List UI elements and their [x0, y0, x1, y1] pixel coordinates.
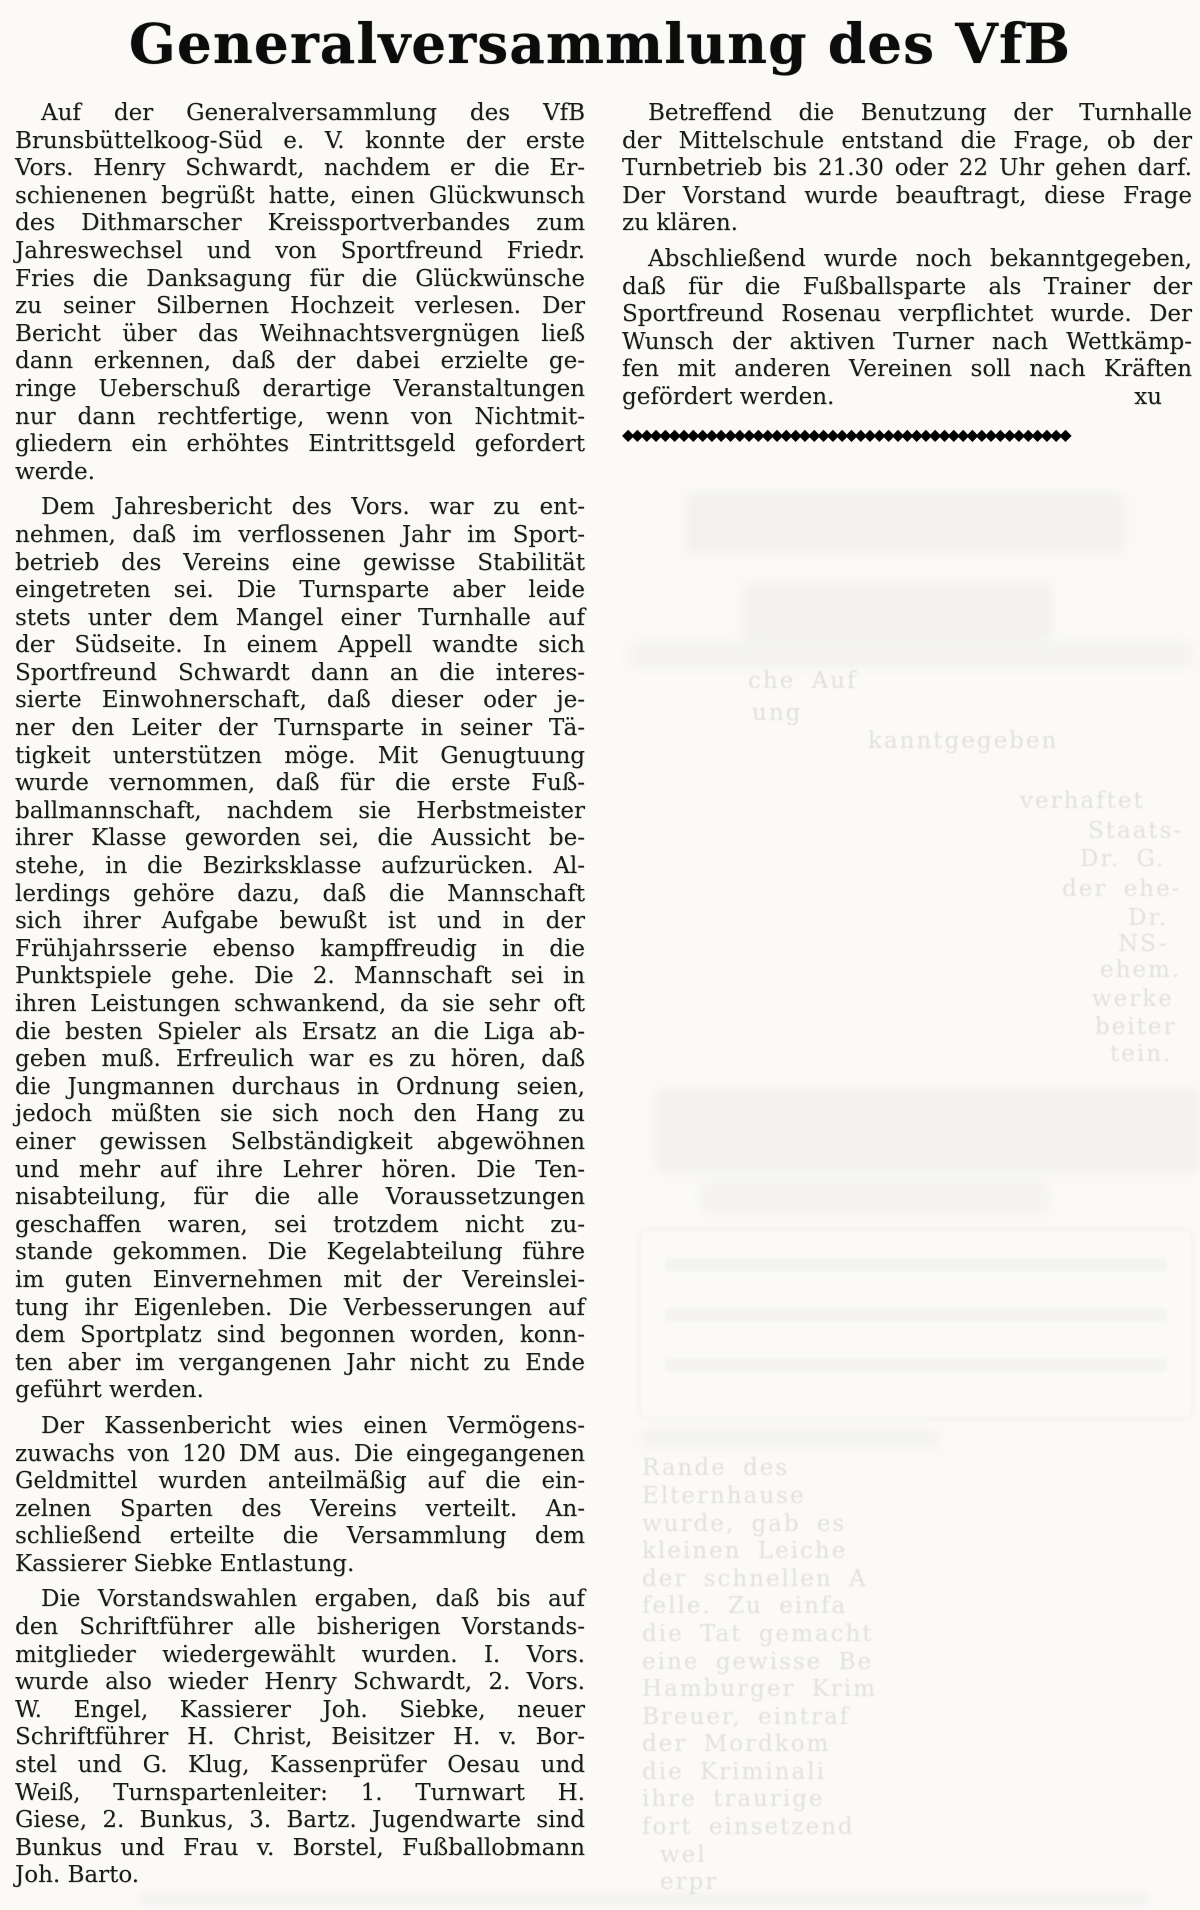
text-line: wurde vernommen, daß für die erste Fuß- [15, 770, 585, 797]
ghost-text: NS- [1118, 931, 1169, 957]
ghost-box-row [665, 1358, 1167, 1372]
text-line: Geldmittel wurden anteilmäßig auf die ein- [15, 1468, 585, 1495]
ghost-text: eine gewisse Be [642, 1649, 874, 1675]
text-line: tung ihr Eigenleben. Die Verbesserungen auf [15, 1294, 585, 1321]
ghost-text: der schnellen A [642, 1566, 868, 1592]
text-line: sierte Einwohnerschaft, daß dieser oder je- [15, 687, 585, 714]
text-line: W. Engel, Kassierer Joh. Siebke, neuer [15, 1696, 585, 1723]
ghost-text: die Tat gemacht [642, 1621, 874, 1647]
article-title: Generalversammlung des VfB [128, 11, 1072, 76]
text-line: Giese, 2. Bunkus, 3. Bartz. Jugendwarte sind [15, 1807, 585, 1834]
text-line: fen mit anderen Vereinen soll nach Kräften [622, 356, 1192, 383]
text-line: schließend erteilte die Versammlung dem [15, 1523, 585, 1550]
text-line: Bunkus und Frau v. Borstel, Fußballobmann [15, 1834, 585, 1861]
text-line: jedoch müßten sie sich noch den Hang zu [15, 1101, 585, 1128]
text-line: Bericht über das Weihnachtsvergnügen ließ [15, 320, 585, 347]
text-line: Auf der Generalversammlung des VfB [41, 100, 585, 126]
text-line: zuwachs von 120 DM aus. Die eingegangenen [15, 1440, 585, 1467]
ghost-text: kleinen Leiche [642, 1538, 848, 1564]
text-line: Sportfreund Schwardt dann an die interes- [15, 659, 585, 686]
text-line: der Südseite. In einem Appell wandte sich [15, 632, 585, 659]
ghost-text: werke [1092, 986, 1174, 1012]
text-line: geschaffen waren, sei trotzdem nicht zu- [15, 1211, 585, 1238]
text-line: schienenen begrüßt hatte, einen Glückwunsch [15, 182, 585, 209]
paragraph [15, 1413, 585, 1579]
text-line: ner den Leiter der Turnsparte in seiner Tä- [15, 715, 585, 742]
text-line-fragment: gefördert werden. [622, 383, 835, 410]
text-line: Vors. Henry Schwardt, nachdem er die Er- [15, 155, 585, 182]
text-line: Frühjahrsserie ebenso kampffreudig in die [15, 935, 585, 962]
text-line: Der Vorstand wurde beauftragt, diese Frage [622, 182, 1192, 209]
text-line: stel und G. Klug, Kassenprüfer Oesau und [15, 1752, 585, 1779]
text-line: Turnbetrieb bis 21.30 oder 22 Uhr gehen darf. [622, 155, 1192, 182]
paragraph [15, 494, 585, 1405]
ghost-box [638, 1228, 1194, 1420]
text-line: wurde also wieder Henry Schwardt, 2. Vors. [15, 1669, 585, 1696]
ghost-text: tein. [1110, 1041, 1173, 1067]
paragraph [15, 100, 585, 486]
text-line: Abschließend wurde noch bekanntgegeben, [648, 245, 1192, 272]
text-line: Weiß, Turnspartenleiter: 1. Turnwart H. [15, 1779, 585, 1806]
ghost-text: che Auf [748, 668, 858, 694]
text-line: dann erkennen, daß der dabei erzielte ge- [15, 348, 585, 375]
text-line: betrieb des Vereins eine gewisse Stabilität [15, 549, 585, 576]
left-column [15, 100, 585, 1890]
text-line: gliedern ein erhöhtes Eintrittsgeld gefordert [15, 431, 585, 458]
text-line: Der Kassenbericht wies einen Vermögens- [41, 1412, 585, 1439]
ghost-blob [685, 492, 1125, 554]
text-line: eingetreten sei. Die Turnsparte aber leide [15, 577, 585, 604]
ghost-blob [140, 1893, 1150, 1905]
text-line: Die Vorstandswahlen ergaben, daß bis auf [41, 1586, 585, 1613]
text-line: tigkeit unterstützen möge. Mit Genugtuung [15, 742, 585, 769]
text-line: werde. [15, 458, 95, 485]
ghost-text: Hamburger Krim [642, 1676, 878, 1702]
text-line: im guten Einvernehmen mit der Vereinslei- [15, 1266, 585, 1293]
text-line: Jahreswechsel und von Sportfreund Friedr. [15, 237, 585, 264]
ghost-blob [742, 582, 1052, 640]
text-line: nur dann rechtfertige, wenn von Nichtmit- [15, 403, 585, 430]
ghost-text: wel [660, 1842, 707, 1868]
ghost-text: der Mordkom [642, 1731, 831, 1757]
diamond-divider: ◆◆◆◆◆◆◆◆◆◆◆◆◆◆◆◆◆◆◆◆◆◆◆◆◆◆◆◆◆◆◆◆◆◆◆◆◆◆◆◆◆◆◆◆◆◆◆◆ [622, 425, 1069, 444]
text-line: Brunsbüttelkoog-Süd e. V. konnte der erste [15, 127, 585, 154]
text-line [622, 384, 1192, 412]
text-line: daß für die Fußballsparte als Trainer der [622, 273, 1192, 300]
paragraph [15, 1586, 585, 1890]
ghost-text: Rande des [642, 1455, 790, 1481]
text-line: die besten Spieler als Ersatz an die Liga ab- [15, 1018, 585, 1045]
ghost-text: erpr [660, 1869, 719, 1895]
text-line: Sportfreund Rosenau verpflichtet wurde. Der [622, 301, 1192, 328]
text-line: den Schriftführer alle bisherigen Vorstands- [15, 1614, 585, 1641]
ghost-text: der ehe- [1062, 876, 1182, 902]
ghost-blob [655, 1088, 1200, 1173]
ghost-blob [640, 1430, 940, 1448]
ghost-text: verhaftet [1020, 788, 1145, 814]
text-line: Joh. Barto. [15, 1862, 140, 1889]
ghost-text: Dr. [1128, 905, 1169, 931]
paragraph [622, 100, 1192, 238]
text-line: Kassierer Siebke Entlastung. [15, 1550, 355, 1577]
text-line: mitglieder wiedergewählt wurden. I. Vors. [15, 1641, 585, 1668]
text-line: ringe Ueberschuß derartige Veranstaltungen [15, 375, 585, 402]
text-line: geben muß. Erfreulich war es zu hören, daß [15, 1046, 585, 1073]
text-line: Punktspiele gehe. Die 2. Mannschaft sei in [15, 963, 585, 990]
ghost-blob [700, 1180, 1050, 1215]
ghost-text: die Kriminali [642, 1759, 826, 1785]
ghost-text: Elternhause [642, 1483, 806, 1509]
ghost-text: Breuer, eintraf [642, 1704, 851, 1730]
reporter-initials: xu [1134, 383, 1162, 410]
text-line: zu klären. [622, 210, 738, 237]
text-line: Fries die Danksagung für die Glückwünsche [15, 265, 585, 292]
ghost-text: wurde, gab es [642, 1511, 847, 1537]
text-line: des Dithmarscher Kreissportverbandes zum [15, 210, 585, 237]
text-line: ten aber im vergangenen Jahr nicht zu Ende [15, 1349, 585, 1376]
paragraph [622, 246, 1192, 412]
text-line: stande gekommen. Die Kegelabteilung führe [15, 1239, 585, 1266]
text-line: einer gewissen Selbständigkeit abgewöhnen [15, 1128, 585, 1155]
text-line: nisabteilung, für die alle Voraussetzungen [15, 1184, 585, 1211]
ghost-text: Dr. G. [1080, 846, 1166, 872]
text-line: Wunsch der aktiven Turner nach Wettkämp- [622, 328, 1192, 355]
text-line: zelnen Sparten des Vereins verteilt. An- [15, 1495, 585, 1522]
text-line: nehmen, daß im verflossenen Jahr im Sport- [15, 521, 585, 548]
text-line: ihrer Klasse geworden sei, die Aussicht be- [15, 825, 585, 852]
ghost-text: Staats- [1088, 818, 1184, 844]
ghost-text: ihre traurige [642, 1786, 825, 1812]
ghost-text: ung [752, 700, 803, 726]
text-line: stehe, in die Bezirksklasse aufzurücken. Al- [15, 853, 585, 880]
text-line: die Jungmannen durchaus in Ordnung seien, [15, 1073, 585, 1100]
ghost-box-row [665, 1308, 1167, 1322]
text-line: der Mittelschule entstand die Frage, ob der [622, 127, 1192, 154]
text-line: Dem Jahresbericht des Vors. war zu ent- [41, 494, 585, 521]
text-line: Schriftführer H. Christ, Beisitzer H. v. Bor- [15, 1724, 585, 1751]
text-line: sich ihrer Aufgabe bewußt ist und in der [15, 908, 585, 935]
text-line: und mehr auf ihre Lehrer hören. Die Ten- [15, 1156, 585, 1183]
text-line: ballmannschaft, nachdem sie Herbstmeister [15, 797, 585, 824]
text-line: lerdings gehöre dazu, daß die Mannschaft [15, 880, 585, 907]
ghost-text: felle. Zu einfa [642, 1593, 848, 1619]
text-line: dem Sportplatz sind begonnen worden, konn- [15, 1322, 585, 1349]
ghost-blob [628, 642, 1193, 668]
text-line: Betreffend die Benutzung der Turnhalle [648, 100, 1192, 126]
ghost-text: kanntgegeben [868, 728, 1059, 754]
ghost-text: beiter [1095, 1014, 1177, 1040]
right-column [622, 100, 1192, 444]
ghost-text: fort einsetzend [642, 1814, 855, 1840]
ghost-box-row [665, 1258, 1167, 1272]
ghost-text: ehem. [1100, 957, 1182, 983]
text-line: ihren Leistungen schwankend, da sie sehr oft [15, 991, 585, 1017]
text-line: zu seiner Silbernen Hochzeit verlesen. Der [15, 293, 585, 320]
text-line: geführt werden. [15, 1377, 204, 1404]
text-line: stets unter dem Mangel einer Turnhalle auf [15, 604, 585, 631]
